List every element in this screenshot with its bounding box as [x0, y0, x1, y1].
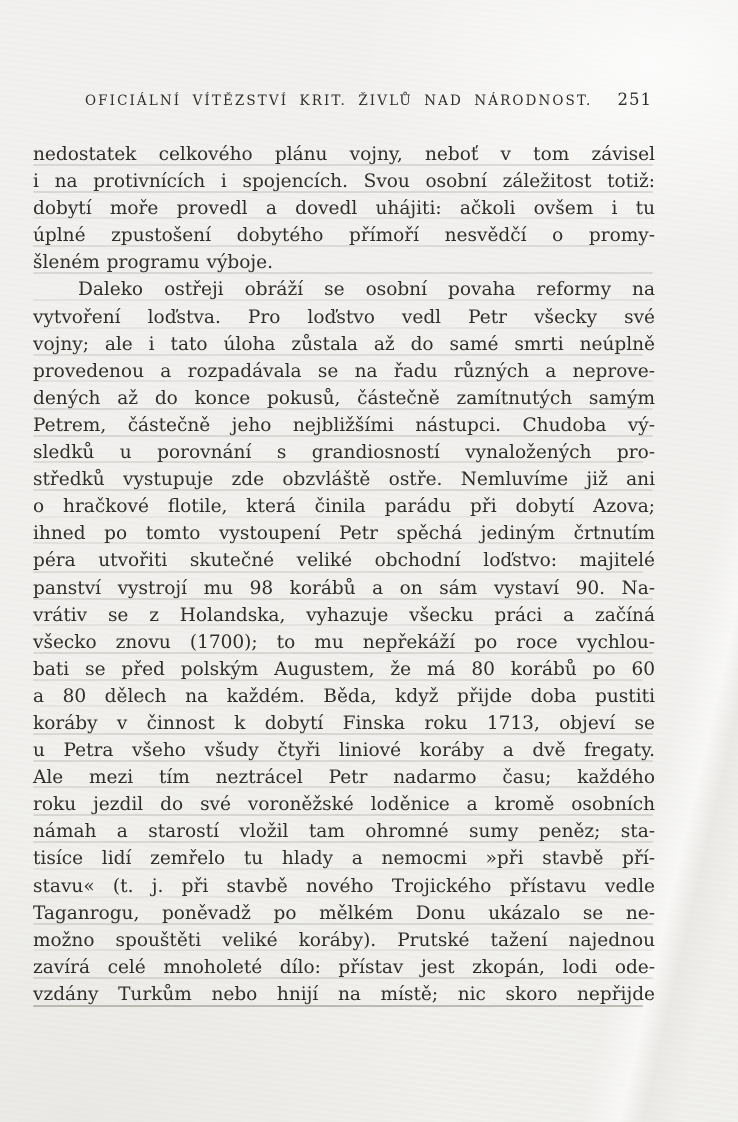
running-header	[85, 90, 652, 109]
text-line: panství vystrojí mu 98 korábů a on sám vystaví 90. Na-	[33, 575, 655, 602]
text-line: roku jezdil do své voroněžské loděnice a kromě osobních	[33, 791, 655, 818]
running-title: OFICIÁLNÍ VÍTĚZSTVÍ KRIT. ŽIVLŮ NAD NÁRODNOST.	[85, 93, 593, 109]
text-line: Daleko ostřeji obráží se osobní povaha reformy na	[33, 276, 655, 303]
text-line: stavu« (t. j. při stavbě nového Trojického přístavu vedle	[33, 873, 655, 900]
text-line: a 80 dělech na každém. Běda, když přijde doba pustiti	[33, 683, 655, 710]
text-line: možno spouštěti veliké koráby). Prutské tažení najednou	[33, 927, 655, 954]
page-number: 251	[617, 90, 652, 109]
text-line: dobytí moře provedl a dovedl uhájiti: ačkoli ovšem i tu	[33, 195, 655, 222]
text-line: Ale mezi tím neztrácel Petr nadarmo času; každého	[33, 764, 655, 791]
text-line: vytvoření loďstva. Pro loďstvo vedl Petr všecky své	[33, 304, 655, 331]
text-line: ihned po tomto vystoupení Petr spěchá jediným črtnutím	[33, 520, 655, 547]
text-line: Taganrogu, poněvadž po mělkém Donu ukázalo se ne-	[33, 900, 655, 927]
text-line: vojny; ale i tato úloha zůstala až do samé smrti neúplně	[33, 331, 655, 358]
text-line: vzdány Turkům nebo hnijí na místě; nic skoro nepřijde	[33, 981, 655, 1008]
text-line: bati se před polským Augustem, že má 80 korábů po 60	[33, 656, 655, 683]
text-line: koráby v činnost k dobytí Finska roku 1713, objeví se	[33, 710, 655, 737]
text-line: dených až do konce pokusů, částečně zamítnutých samým	[33, 385, 655, 412]
text-line: péra utvořiti skutečné veliké obchodní loďstvo: majitelé	[33, 547, 655, 574]
text-line: i na protivnících i spojencích. Svou osobní záležitost totiž:	[33, 168, 655, 195]
text-line: šleném programu výboje.	[33, 249, 655, 276]
text-line: o hračkové flotile, která činila parádu při dobytí Azova;	[33, 493, 655, 520]
text-line: Petrem, částečně jeho nejbližšími nástupci. Chudoba vý-	[33, 412, 655, 439]
text-line: nedostatek celkového plánu vojny, neboť v tom závisel	[33, 141, 655, 168]
text-line: úplné zpustošení dobytého přímoří nesvědčí o promy-	[33, 222, 655, 249]
text-line: středků vystupuje zde obzvláště ostře. Nemluvíme již ani	[33, 466, 655, 493]
text-line: námah a starostí vložil tam ohromné sumy peněz; sta-	[33, 818, 655, 845]
text-line: u Petra všeho všudy čtyři liniové koráby a dvě fregaty.	[33, 737, 655, 764]
text-line: provedenou a rozpadávala se na řadu různých a neprove-	[33, 358, 655, 385]
body-text	[33, 141, 655, 1008]
text-line: všecko znovu (1700); to mu nepřekáží po roce vychlou-	[33, 629, 655, 656]
text-line: sledků u porovnání s grandiosností vynaložených pro-	[33, 439, 655, 466]
text-line: zavírá celé mnoholeté dílo: přístav jest zkopán, lodi ode-	[33, 954, 655, 981]
text-line: tisíce lidí zemřelo tu hlady a nemocmi »při stavbě pří-	[33, 845, 655, 872]
text-line: vrátiv se z Holandska, vyhazuje všecku práci a začíná	[33, 602, 655, 629]
